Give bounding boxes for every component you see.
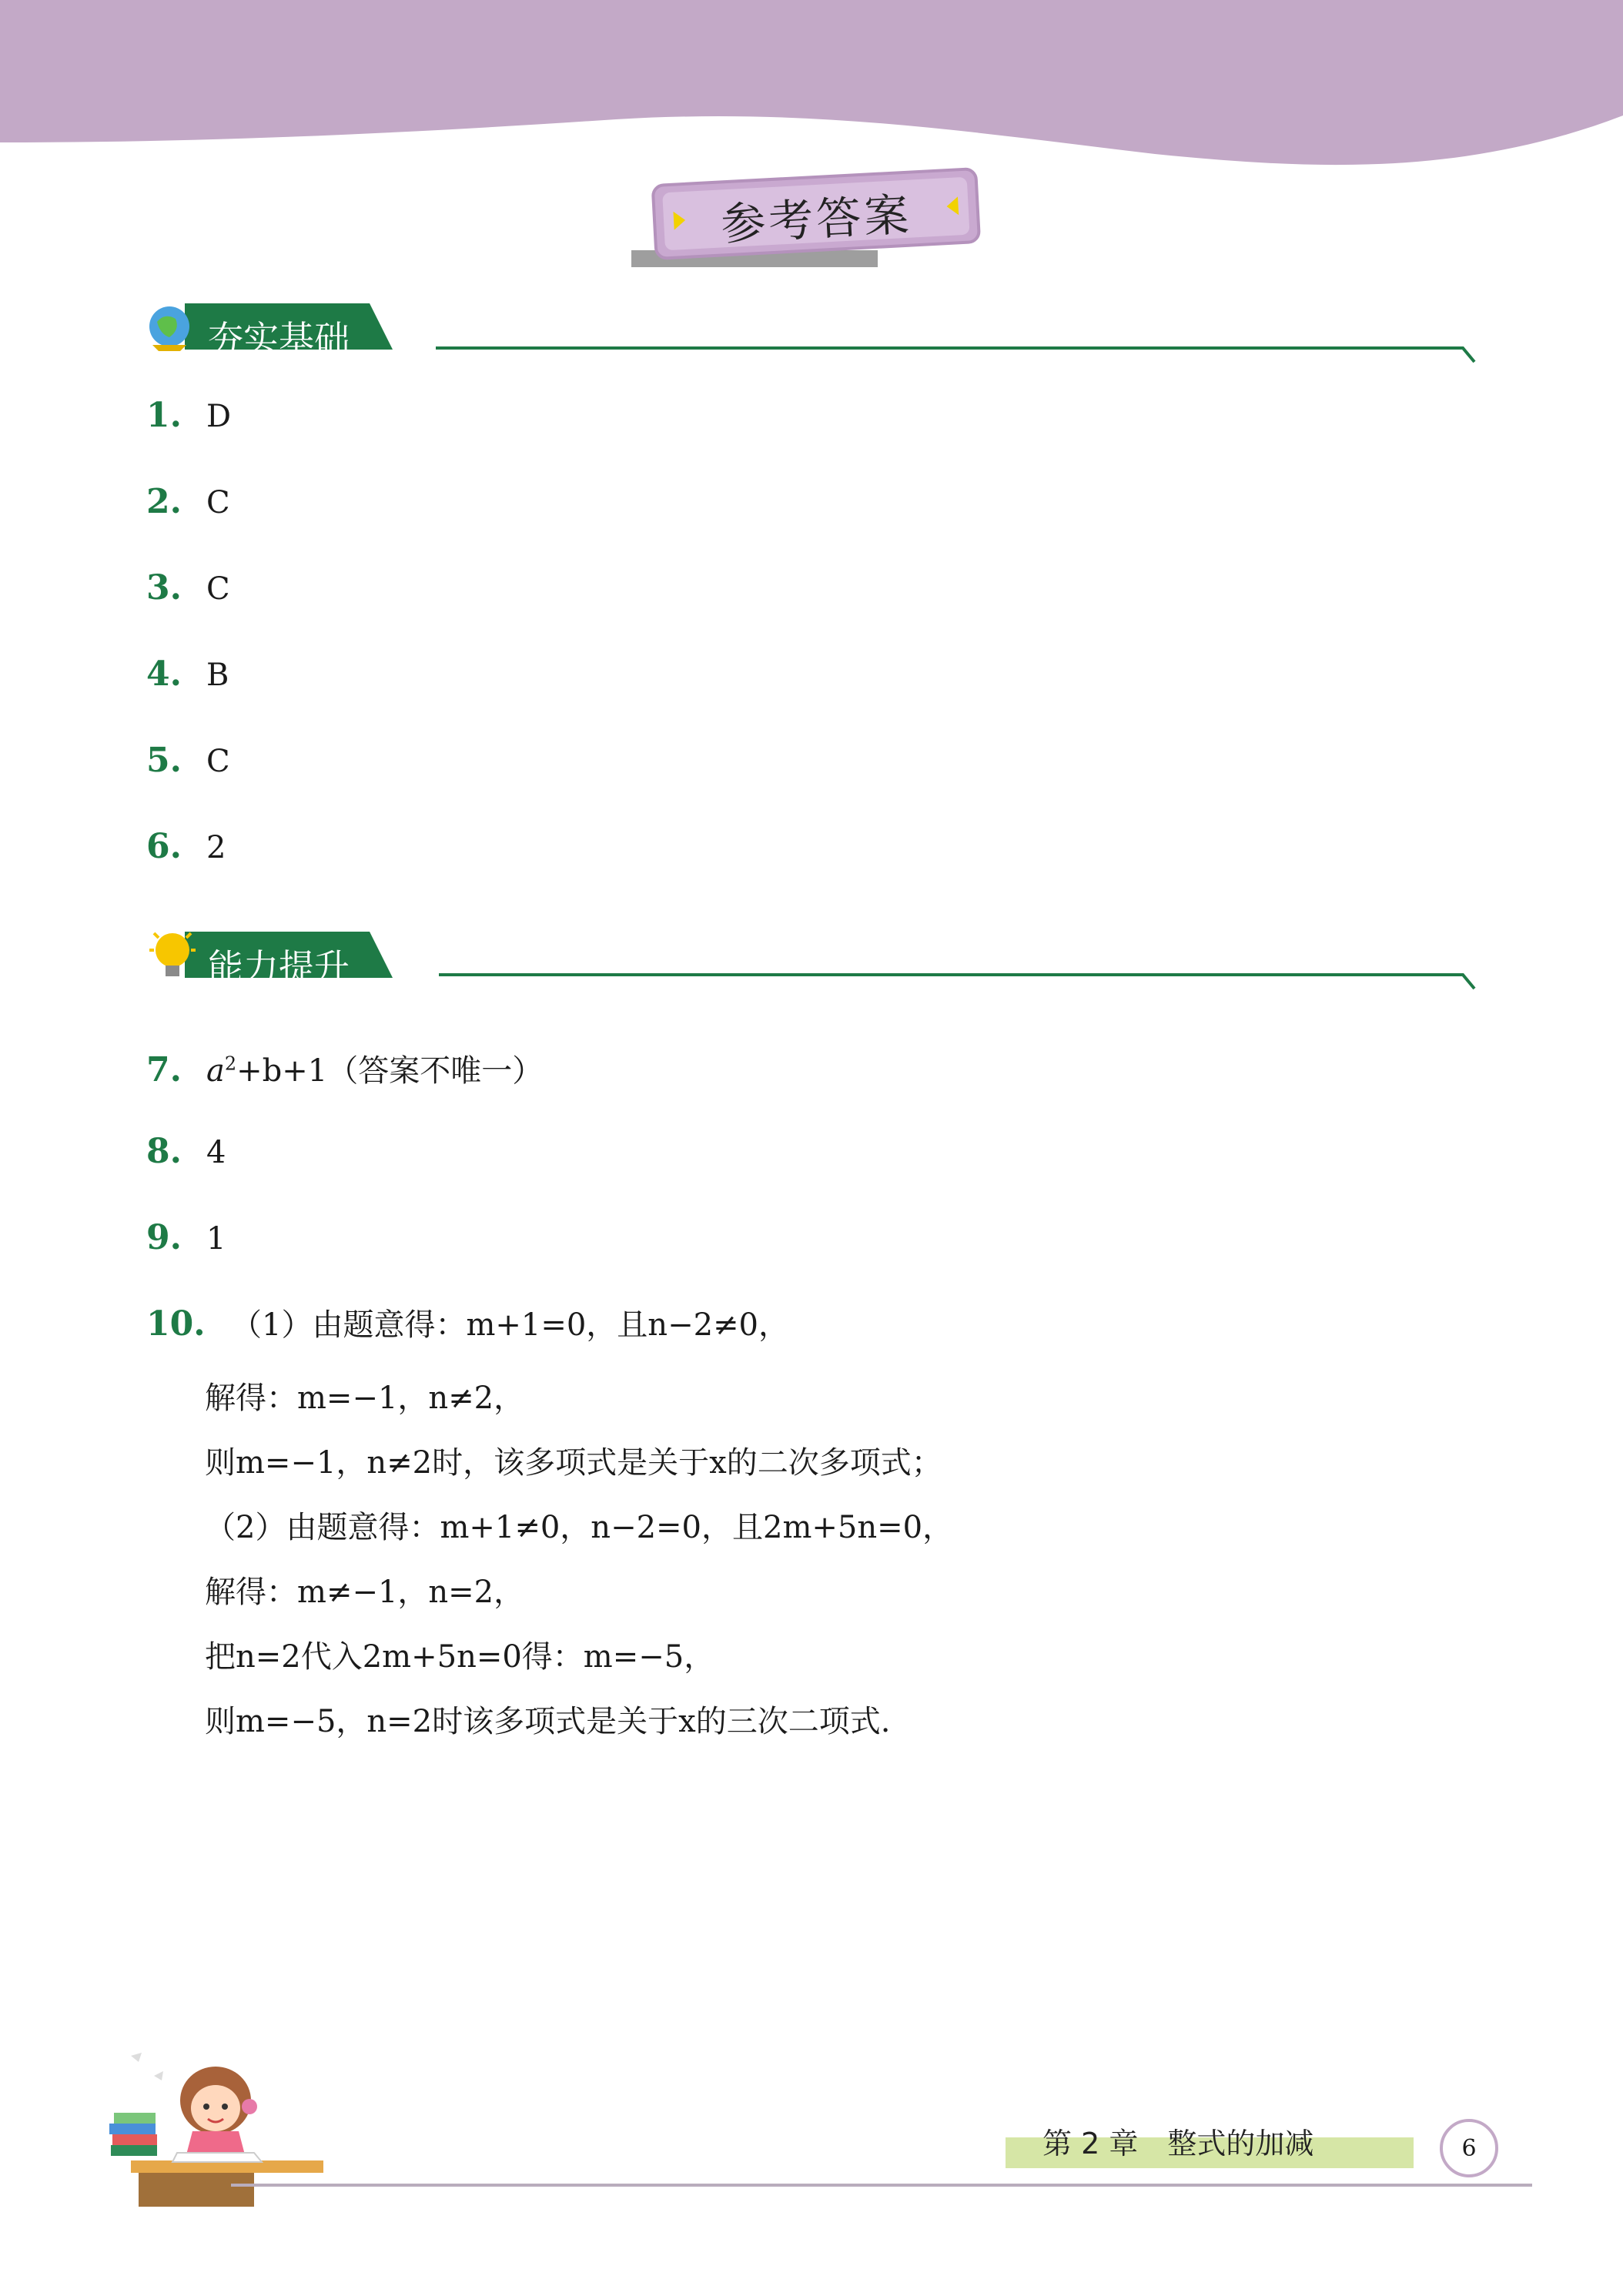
answer-value: $a^2+b+1$（答案不唯一） xyxy=(206,1053,544,1089)
answer-item-1 xyxy=(146,393,231,439)
answer-value: 4 xyxy=(206,1135,226,1170)
answer-item-8 xyxy=(146,1129,226,1175)
answer-item-3 xyxy=(146,565,230,611)
section-header-advanced xyxy=(146,927,1486,1012)
answer-note: （答案不唯一） xyxy=(327,1053,544,1089)
page-number-text: 6 xyxy=(1461,2134,1477,2162)
answer-step-4: （2）由题意得：m+1≠0，n−2=0，且2m+5n=0， xyxy=(205,1510,954,1545)
footer-rule xyxy=(231,2184,1532,2187)
answer-number: 5. xyxy=(146,741,182,780)
section-label-advanced: 能力提升 xyxy=(208,946,350,988)
answer-number: 7. xyxy=(146,1050,182,1090)
page-number xyxy=(1440,2119,1498,2177)
girl-reading-illustration xyxy=(108,2045,323,2214)
answer-item-7 xyxy=(146,1041,544,1090)
answer-item-2 xyxy=(146,479,230,525)
answer-number: 2. xyxy=(146,482,182,521)
chapter-title: 第 2 章 整式的加减 xyxy=(1042,2127,1314,2160)
globe-icon xyxy=(146,299,192,353)
answer-step-3: 则m=−1，n≠2时，该多项式是关于x的二次多项式； xyxy=(205,1445,942,1481)
answer-value: 2 xyxy=(206,830,226,865)
answer-value: C xyxy=(206,485,230,520)
answer-value: D xyxy=(206,399,232,434)
answer-number: 4. xyxy=(146,654,182,694)
answer-step-1: （1）由题意得：m+1=0，且n−2≠0， xyxy=(231,1307,789,1343)
answer-value: B xyxy=(206,658,229,693)
top-wave-banner xyxy=(0,0,1623,177)
page-title: 参考答案 xyxy=(719,188,913,251)
answer-number: 10. xyxy=(146,1304,206,1344)
answer-step-6: 把n=2代入2m+5n=0得：m=−5， xyxy=(205,1639,715,1675)
answer-step-5: 解得：m≠−1，n=2， xyxy=(205,1575,525,1610)
answer-item-5 xyxy=(146,738,230,784)
answer-number: 6. xyxy=(146,827,182,866)
answer-value: C xyxy=(206,571,230,607)
answer-number: 3. xyxy=(146,568,182,607)
answer-item-6 xyxy=(146,824,226,870)
section-label-basic: 夯实基础 xyxy=(208,318,350,360)
answer-number: 8. xyxy=(146,1132,182,1171)
answer-number: 9. xyxy=(146,1218,182,1257)
answer-item-9 xyxy=(146,1215,226,1261)
answer-item-4 xyxy=(146,651,229,698)
section-header-basic xyxy=(146,299,1486,383)
answer-value: C xyxy=(206,744,230,779)
lightbulb-icon xyxy=(146,927,192,981)
answer-number: 1. xyxy=(146,396,182,435)
answer-item-10 xyxy=(146,1301,789,1347)
answer-value: 1 xyxy=(206,1221,226,1257)
answer-step-2: 解得：m=−1，n≠2， xyxy=(205,1381,525,1416)
answer-step-7: 则m=−5，n=2时该多项式是关于x的三次二项式. xyxy=(205,1704,891,1739)
